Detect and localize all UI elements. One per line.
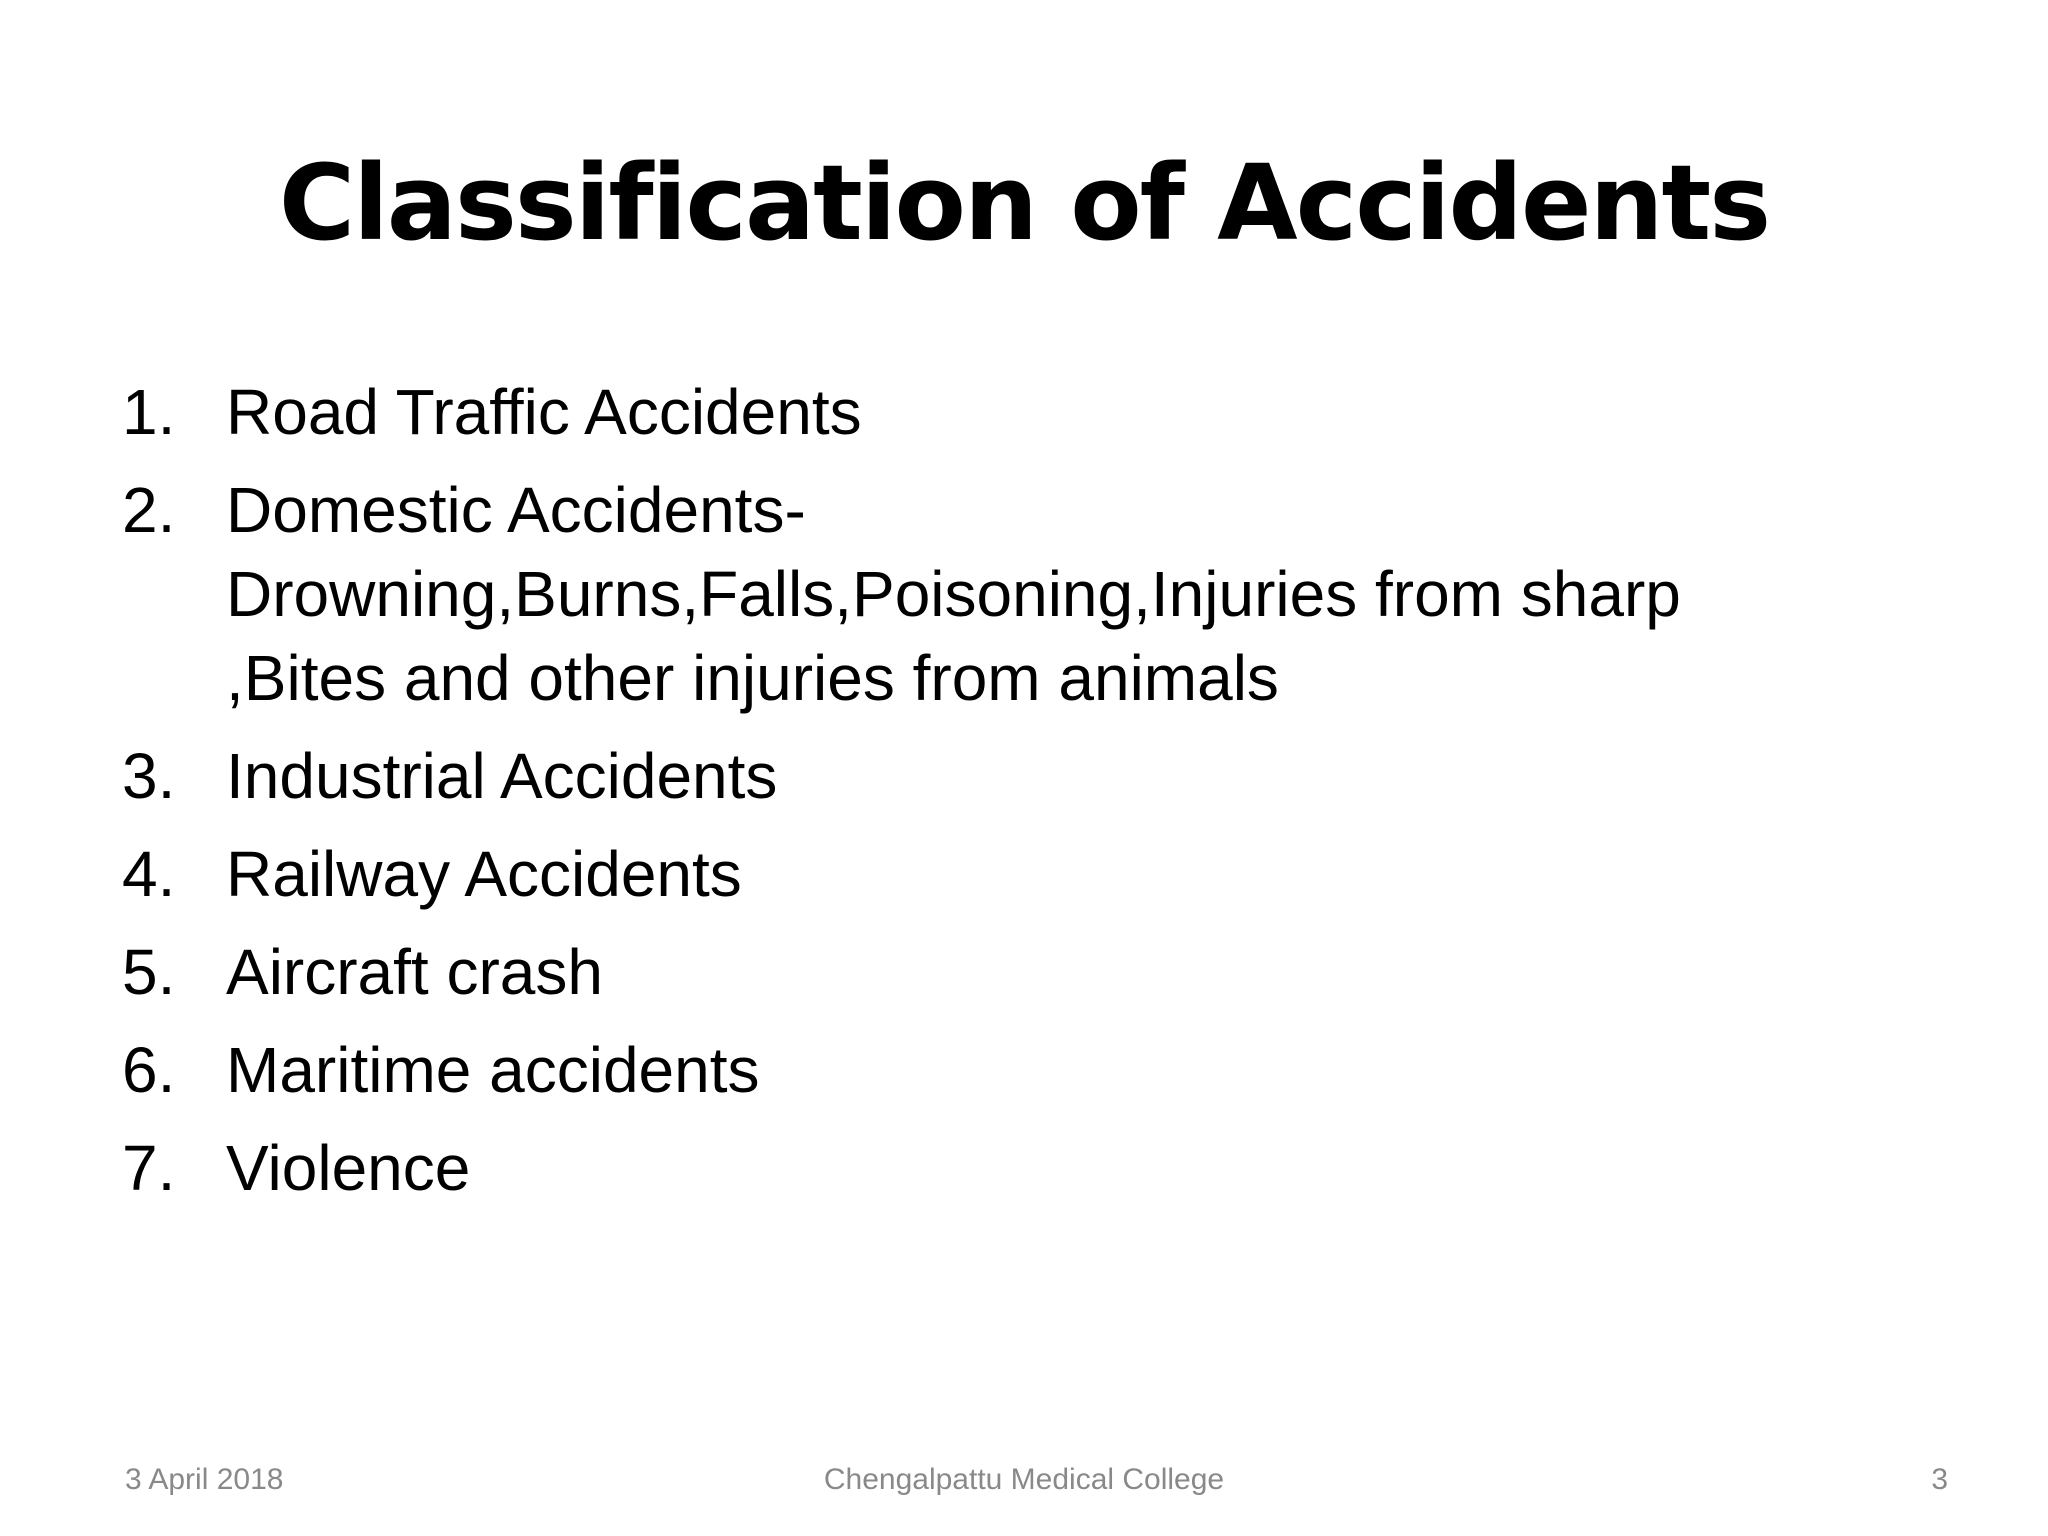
classification-list (122, 370, 1962, 1224)
list-item (122, 1028, 1962, 1112)
list-item (122, 468, 1962, 720)
list-item-text: Domestic Accidents- Drowning,Burns,Falls,Poisoning,Injuries from sharp ,Bites and other injuries from animals (226, 474, 1681, 714)
list-item-text: Railway Accidents (226, 838, 742, 910)
list-item-text: Maritime accidents (226, 1034, 760, 1106)
list-item (122, 1126, 1962, 1210)
list-item (122, 370, 1962, 454)
list-item-text: Violence (226, 1132, 471, 1204)
list-item (122, 930, 1962, 1014)
list-item-text: Industrial Accidents (226, 740, 778, 812)
list-item-number: 6. (122, 1034, 176, 1106)
list-item-number: 1. (122, 376, 176, 448)
footer-date: 3 April 2018 (125, 1463, 284, 1496)
list-item-number: 3. (122, 740, 176, 812)
list-item-number: 2. (122, 474, 176, 546)
slide-title: Classification of Accidents (278, 142, 1770, 264)
list-item-text: Road Traffic Accidents (226, 376, 862, 448)
footer-organization: Chengalpattu Medical College (823, 1463, 1225, 1496)
list-item-number: 7. (122, 1132, 176, 1204)
list-item-number: 4. (122, 838, 176, 910)
footer-page-number: 3 (1931, 1463, 1948, 1496)
list-item-number: 5. (122, 936, 176, 1008)
list-item (122, 734, 1962, 818)
list-item (122, 832, 1962, 916)
list-item-text: Aircraft crash (226, 936, 603, 1008)
